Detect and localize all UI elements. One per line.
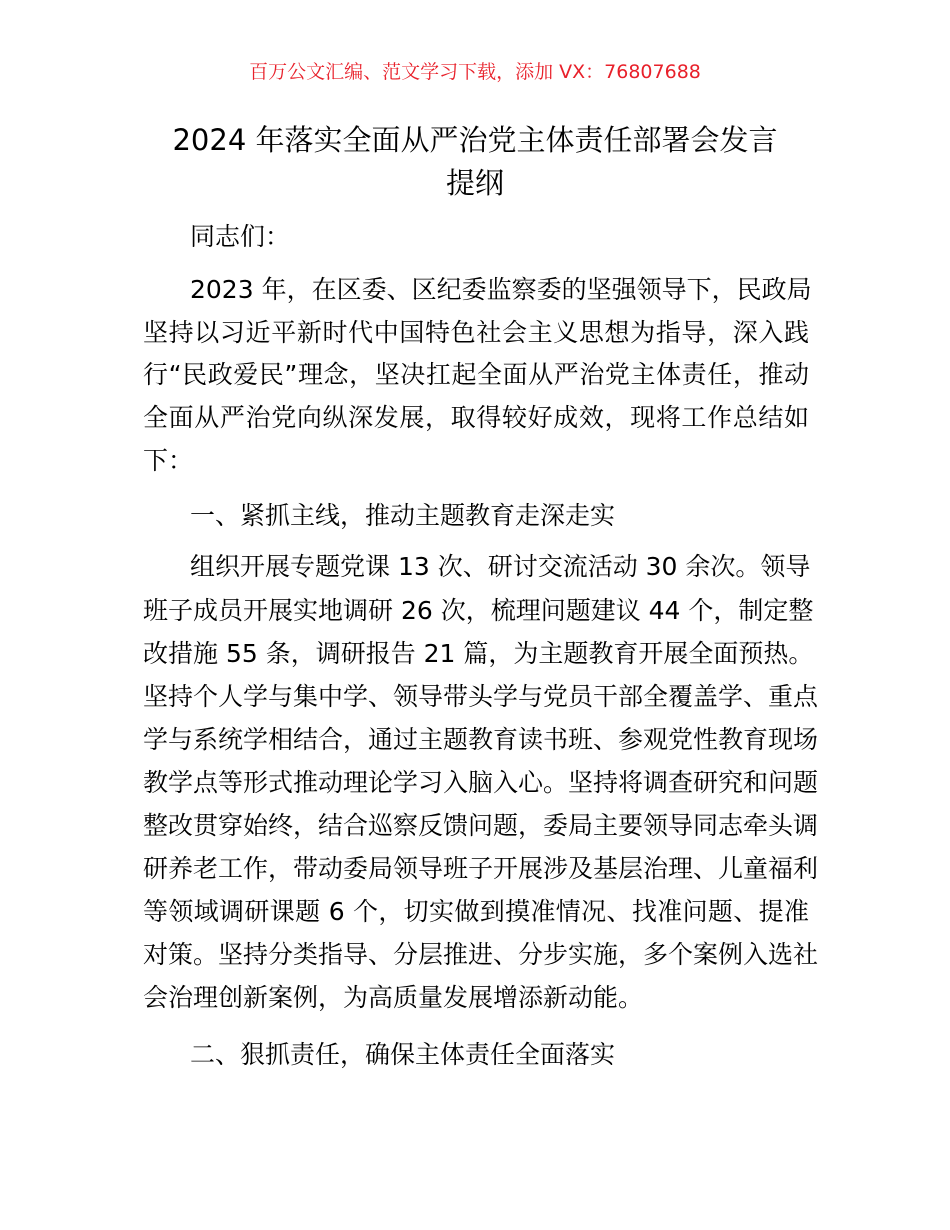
text-line: 全面从严治党向纵深发展，取得较好成效，现将工作总结如 — [143, 403, 809, 432]
text-line: 教学点等形式推动理论学习入脑入心。坚持将调查研究和问题 — [143, 768, 819, 797]
text-line: 下： — [143, 446, 194, 475]
text-line: 对策。坚持分类指导、分层推进、分步实施，多个案例入选社 — [143, 940, 819, 969]
salutation: 同志们： — [190, 222, 291, 251]
watermark-banner: 百万公文汇编、范文学习下载，添加 VX：76807688 — [249, 61, 701, 83]
text-line: 等领域调研课题 6 个，切实做到摸准情况、找准问题、提准 — [143, 897, 809, 926]
text-line: 改措施 55 条，调研报告 21 篇，为主题教育开展全面预热。 — [143, 639, 814, 668]
text-line: 班子成员开展实地调研 26 次，梳理问题建议 44 个，制定整 — [143, 596, 814, 625]
document-title-line-2: 提纲 — [445, 166, 504, 200]
text-line: 研养老工作，带动委局领导班子开展涉及基层治理、儿童福利 — [143, 854, 819, 883]
text-line: 坚持个人学与集中学、领导带头学与党员干部全覆盖学、重点 — [143, 682, 819, 711]
text-line: 2023 年，在区委、区纪委监察委的坚强领导下，民政局 — [190, 275, 812, 304]
text-line: 会治理创新案例，为高质量发展增添新动能。 — [143, 983, 644, 1012]
document-title-line-1: 2024 年落实全面从严治党主体责任部署会发言 — [172, 123, 778, 157]
text-line: 学与系统学相结合，通过主题教育读书班、参观党性教育现场 — [143, 725, 819, 754]
section-heading-2: 二、狠抓责任，确保主体责任全面落实 — [190, 1040, 616, 1069]
text-line: 坚持以习近平新时代中国特色社会主义思想为指导，深入践 — [143, 318, 809, 347]
text-line: 组织开展专题党课 13 次、研讨交流活动 30 余次。领导 — [190, 552, 811, 581]
section-heading-1: 一、紧抓主线，推动主题教育走深走实 — [190, 501, 616, 530]
text-line: 行“民政爱民”理念，坚决扛起全面从严治党主体责任，推动 — [143, 360, 809, 389]
text-line: 整改贯穿始终，结合巡察反馈问题，委局主要领导同志牵头调 — [143, 811, 819, 840]
